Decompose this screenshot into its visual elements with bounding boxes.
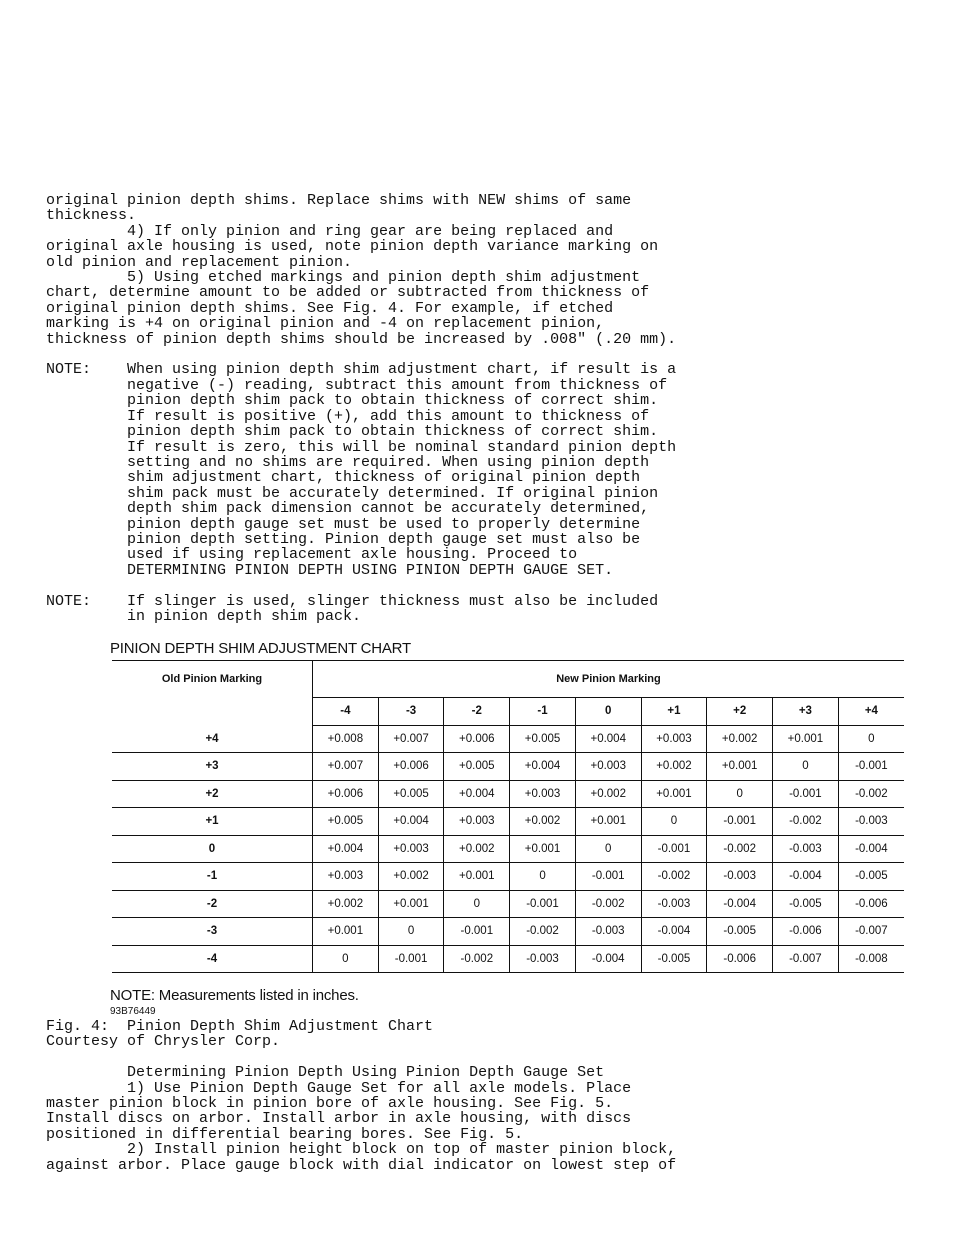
- shim-value-cell: +0.004: [378, 808, 444, 836]
- shim-value-cell: +0.004: [444, 780, 510, 808]
- shim-value-cell: 0: [510, 863, 576, 891]
- shim-value-cell: +0.006: [313, 780, 379, 808]
- new-marking-cell: +3: [773, 698, 839, 726]
- table-row: [112, 725, 904, 753]
- old-marking-cell: -4: [112, 945, 313, 973]
- shim-value-cell: -0.004: [707, 890, 773, 918]
- table-row: [112, 918, 904, 946]
- shim-value-cell: +0.007: [378, 725, 444, 753]
- shim-value-cell: 0: [707, 780, 773, 808]
- shim-value-cell: 0: [773, 753, 839, 781]
- shim-value-cell: 0: [838, 725, 904, 753]
- shim-value-cell: +0.001: [773, 725, 839, 753]
- shim-value-cell: +0.003: [510, 780, 576, 808]
- shim-value-cell: +0.004: [510, 753, 576, 781]
- shim-value-cell: -0.005: [773, 890, 839, 918]
- shim-value-cell: +0.003: [444, 808, 510, 836]
- shim-value-cell: +0.008: [313, 725, 379, 753]
- shim-value-cell: 0: [575, 835, 641, 863]
- shim-value-cell: -0.001: [444, 918, 510, 946]
- shim-value-cell: -0.001: [575, 863, 641, 891]
- new-marking-cell: -3: [378, 698, 444, 726]
- shim-value-cell: 0: [641, 808, 707, 836]
- shim-value-cell: -0.001: [510, 890, 576, 918]
- new-pinion-marking-header: New Pinion Marking: [313, 661, 905, 698]
- shim-value-cell: -0.002: [773, 808, 839, 836]
- shim-value-cell: -0.007: [773, 945, 839, 973]
- old-marking-cell: -1: [112, 863, 313, 891]
- table-row: [112, 808, 904, 836]
- chart-title: PINION DEPTH SHIM ADJUSTMENT CHART: [110, 640, 412, 657]
- shim-value-cell: -0.006: [773, 918, 839, 946]
- table-body: [112, 725, 904, 973]
- table-row: [112, 890, 904, 918]
- procedure-text-bottom: Fig. 4: Pinion Depth Shim Adjustment Chart Courtesy of Chrysler Corp. Determining Pinion Depth Using Pinion Depth Gauge Set 1) Use Pinion Depth Gauge Set for all axle models. Place master pinion block in pinion bore of axle housing. See Fig. 5. Install discs on arbor. Install arbor in axle housing, with discs positioned in differential bearing bores. See Fig. 5. 2) Install pinion height block on top of master pinion block, against arbor. Place gauge block with dial indicator on lowest step of: [46, 1018, 677, 1174]
- old-marking-cell: +4: [112, 725, 313, 753]
- shim-value-cell: +0.003: [641, 725, 707, 753]
- new-marking-cell: +4: [838, 698, 904, 726]
- shim-value-cell: +0.001: [510, 835, 576, 863]
- shim-value-cell: -0.001: [378, 945, 444, 973]
- shim-value-cell: +0.001: [313, 918, 379, 946]
- shim-value-cell: +0.004: [575, 725, 641, 753]
- shim-value-cell: -0.003: [575, 918, 641, 946]
- shim-value-cell: -0.003: [707, 863, 773, 891]
- shim-value-cell: +0.003: [575, 753, 641, 781]
- new-marking-cell: -2: [444, 698, 510, 726]
- shim-value-cell: 0: [378, 918, 444, 946]
- shim-value-cell: -0.002: [641, 863, 707, 891]
- table-row: [112, 835, 904, 863]
- shim-value-cell: -0.002: [707, 835, 773, 863]
- table-row: [112, 780, 904, 808]
- shim-value-cell: +0.006: [444, 725, 510, 753]
- shim-value-cell: +0.004: [313, 835, 379, 863]
- table-row: [112, 863, 904, 891]
- old-marking-cell: 0: [112, 835, 313, 863]
- old-marking-cell: +1: [112, 808, 313, 836]
- shim-value-cell: +0.002: [444, 835, 510, 863]
- figure-id: 93B76449: [110, 1006, 156, 1017]
- new-marking-cell: 0: [575, 698, 641, 726]
- shim-value-cell: -0.003: [510, 945, 576, 973]
- shim-value-cell: -0.001: [641, 835, 707, 863]
- shim-value-cell: +0.007: [313, 753, 379, 781]
- measurement-note: NOTE: Measurements listed in inches.: [110, 987, 359, 1004]
- old-marking-cell: +3: [112, 753, 313, 781]
- shim-value-cell: -0.005: [707, 918, 773, 946]
- shim-value-cell: +0.005: [313, 808, 379, 836]
- shim-value-cell: -0.004: [641, 918, 707, 946]
- shim-value-cell: -0.003: [838, 808, 904, 836]
- shim-value-cell: -0.003: [773, 835, 839, 863]
- shim-value-cell: +0.002: [575, 780, 641, 808]
- shim-value-cell: 0: [313, 945, 379, 973]
- new-marking-cell: -4: [313, 698, 379, 726]
- shim-value-cell: 0: [444, 890, 510, 918]
- new-marking-cell: +2: [707, 698, 773, 726]
- old-marking-cell: -3: [112, 918, 313, 946]
- shim-adjustment-table: [112, 660, 904, 973]
- table-row: [112, 945, 904, 973]
- shim-value-cell: +0.002: [313, 890, 379, 918]
- table-row: [112, 753, 904, 781]
- shim-value-cell: +0.001: [575, 808, 641, 836]
- shim-value-cell: +0.002: [641, 753, 707, 781]
- shim-value-cell: +0.002: [510, 808, 576, 836]
- shim-value-cell: -0.002: [444, 945, 510, 973]
- shim-value-cell: -0.003: [641, 890, 707, 918]
- procedure-text-top: original pinion depth shims. Replace shims with NEW shims of same thickness. 4) If only pinion and ring gear are being replaced and original axle housing is used, note pinion depth variance marking on old pinion and replacement pinion. 5) Using etched markings and pinion depth shim adjustment chart, determine amount to be added or subtracted from thickness of original pinion depth shims. See Fig. 4. For example, if etched marking is +4 on original pinion and -4 on replacement pinion, thickness of pinion depth shims should be increased by .008" (.20 mm). NOTE: When using pinion depth shim adjustment chart, if result is a negative (-) reading, subtract this amount from thickness of pinion depth shim pack to obtain thickness of correct shim. If result is positive (+), add this amount to thickness of pinion depth shim pack to obtain thickness of correct shim. If result is zero, this will be nominal standard pinion depth setting and no shims are required. When using pinion depth shim adjustment chart, thickness of original pinion depth shim pack must be accurately determined. If original pinion depth shim pack dimension cannot be accurately determined, pinion depth gauge set must be used to properly determine pinion depth setting. Pinion depth gauge set must also be used if using replacement axle housing. Proceed to DETERMINING PINION DEPTH USING PINION DEPTH GAUGE SET. NOTE: If slinger is used, slinger thickness must also be included in pinion depth shim pack.: [46, 192, 677, 625]
- shim-value-cell: -0.004: [773, 863, 839, 891]
- shim-value-cell: +0.002: [707, 725, 773, 753]
- new-marking-cell: +1: [641, 698, 707, 726]
- new-marking-row: [112, 698, 904, 726]
- shim-value-cell: +0.003: [313, 863, 379, 891]
- shim-value-cell: +0.005: [444, 753, 510, 781]
- shim-value-cell: -0.002: [575, 890, 641, 918]
- table-header-row: [112, 661, 904, 698]
- shim-value-cell: -0.005: [641, 945, 707, 973]
- blank-header-cell: [112, 698, 313, 726]
- shim-value-cell: -0.004: [838, 835, 904, 863]
- shim-value-cell: +0.006: [378, 753, 444, 781]
- shim-value-cell: -0.005: [838, 863, 904, 891]
- shim-value-cell: +0.002: [378, 863, 444, 891]
- shim-value-cell: +0.005: [378, 780, 444, 808]
- shim-value-cell: -0.001: [707, 808, 773, 836]
- old-pinion-marking-header: Old Pinion Marking: [112, 661, 313, 698]
- shim-value-cell: -0.008: [838, 945, 904, 973]
- old-marking-cell: -2: [112, 890, 313, 918]
- shim-value-cell: -0.006: [707, 945, 773, 973]
- shim-value-cell: -0.001: [773, 780, 839, 808]
- shim-value-cell: +0.001: [641, 780, 707, 808]
- shim-value-cell: -0.002: [510, 918, 576, 946]
- shim-value-cell: +0.001: [444, 863, 510, 891]
- new-marking-cell: -1: [510, 698, 576, 726]
- shim-value-cell: +0.001: [378, 890, 444, 918]
- shim-value-cell: -0.002: [838, 780, 904, 808]
- shim-value-cell: -0.001: [838, 753, 904, 781]
- shim-value-cell: -0.006: [838, 890, 904, 918]
- shim-value-cell: -0.004: [575, 945, 641, 973]
- shim-value-cell: +0.005: [510, 725, 576, 753]
- shim-value-cell: +0.003: [378, 835, 444, 863]
- old-marking-cell: +2: [112, 780, 313, 808]
- shim-value-cell: -0.007: [838, 918, 904, 946]
- shim-value-cell: +0.001: [707, 753, 773, 781]
